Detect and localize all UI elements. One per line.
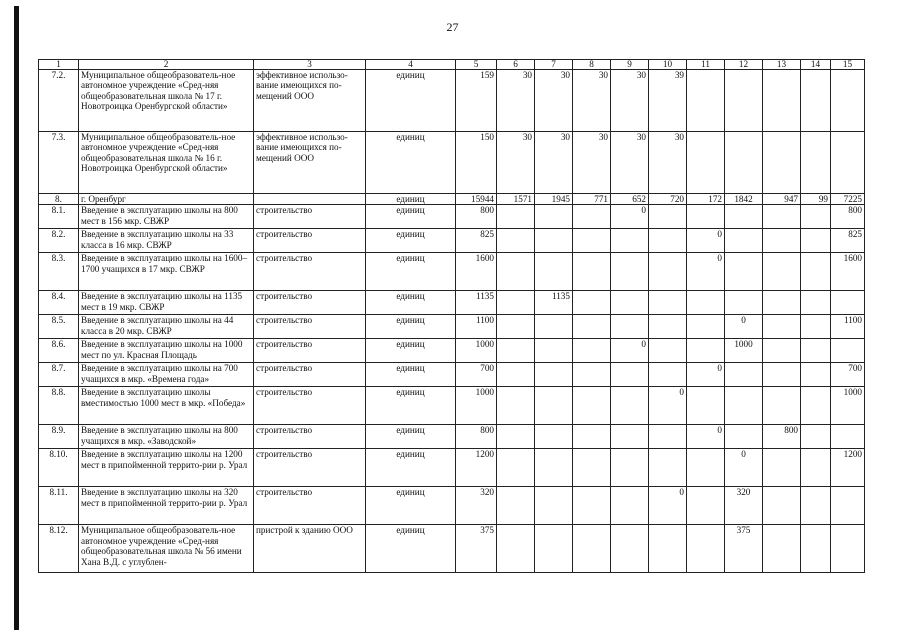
value-cell: 652 [611,194,649,205]
data-table [38,59,865,573]
column-header: 7 [535,60,573,70]
column-header: 10 [649,60,687,70]
value-cell [649,253,687,291]
table-row [39,387,865,425]
value-cell [535,363,573,387]
row-number: 8.6. [39,339,79,363]
row-unit: единиц [366,425,456,449]
value-cell: 1100 [456,315,497,339]
value-cell [801,315,831,339]
table-row [39,315,865,339]
value-cell [497,487,535,525]
table-row [39,194,865,205]
value-cell: 0 [687,253,725,291]
table-row [39,525,865,573]
row-type: строительство [254,387,366,425]
value-cell [497,449,535,487]
value-cell: 1200 [456,449,497,487]
row-number: 8.5. [39,315,79,339]
value-cell: 1000 [456,339,497,363]
column-header: 2 [79,60,254,70]
value-cell [763,387,801,425]
table-row [39,339,865,363]
value-cell [611,253,649,291]
value-cell [687,387,725,425]
row-unit: единиц [366,70,456,132]
value-cell [801,387,831,425]
value-cell: 1000 [725,339,763,363]
table-row [39,132,865,194]
value-cell: 159 [456,70,497,132]
row-unit: единиц [366,229,456,253]
column-header: 1 [39,60,79,70]
column-header: 14 [801,60,831,70]
value-cell [687,315,725,339]
value-cell: 0 [611,205,649,229]
table-row [39,70,865,132]
value-cell: 39 [649,70,687,132]
value-cell: 1200 [831,449,865,487]
table-row [39,253,865,291]
row-number: 7.2. [39,70,79,132]
value-cell [801,253,831,291]
value-cell [687,132,725,194]
row-number: 8.3. [39,253,79,291]
value-cell [573,291,611,315]
column-header: 15 [831,60,865,70]
value-cell [763,487,801,525]
column-header: 8 [573,60,611,70]
value-cell: 700 [456,363,497,387]
value-cell: 800 [456,425,497,449]
row-name: Муниципальное общеобразователь-ное автономное учреждение «Сред-няя общеобразовательная школа № 16 г. Новотроицка Оренбургской области» [79,132,254,194]
row-number: 8.2. [39,229,79,253]
row-unit: единиц [366,291,456,315]
table-row [39,449,865,487]
value-cell [831,425,865,449]
table-row [39,229,865,253]
value-cell: 150 [456,132,497,194]
value-cell: 800 [456,205,497,229]
value-cell [535,339,573,363]
value-cell [801,291,831,315]
value-cell: 1600 [831,253,865,291]
value-cell [611,449,649,487]
value-cell [573,449,611,487]
row-type [254,194,366,205]
value-cell [763,525,801,573]
value-cell [763,205,801,229]
value-cell [497,525,535,573]
value-cell: 0 [687,363,725,387]
value-cell [725,291,763,315]
value-cell [535,253,573,291]
value-cell [497,229,535,253]
row-name: Введение в эксплуатацию школы на 700 учащихся в мкр. «Времена года» [79,363,254,387]
row-unit: единиц [366,132,456,194]
row-number: 8.4. [39,291,79,315]
value-cell [763,70,801,132]
row-name: Муниципальное общеобразователь-ное автономное учреждение «Сред-няя общеобразовательная школа № 17 г. Новотроицка Оренбургской области» [79,70,254,132]
value-cell: 30 [497,132,535,194]
row-name: Введение в эксплуатацию школы на 1135 мест в 19 мкр. СВЖР [79,291,254,315]
row-type: строительство [254,253,366,291]
value-cell [831,70,865,132]
value-cell: 720 [649,194,687,205]
value-cell: 0 [725,315,763,339]
value-cell [763,315,801,339]
row-number: 8.9. [39,425,79,449]
column-header: 3 [254,60,366,70]
value-cell [573,487,611,525]
value-cell [649,363,687,387]
value-cell [763,291,801,315]
value-cell [535,387,573,425]
value-cell: 0 [649,387,687,425]
row-unit: единиц [366,449,456,487]
value-cell [687,70,725,132]
value-cell: 0 [649,487,687,525]
value-cell: 800 [763,425,801,449]
value-cell [725,387,763,425]
value-cell: 375 [725,525,763,573]
value-cell: 0 [687,229,725,253]
value-cell [687,339,725,363]
row-type: строительство [254,339,366,363]
row-unit: единиц [366,387,456,425]
value-cell [497,387,535,425]
value-cell: 1000 [831,387,865,425]
row-name: Введение в эксплуатацию школы на 320 мест в припойменной террито-рии р. Урал [79,487,254,525]
column-header: 11 [687,60,725,70]
value-cell: 771 [573,194,611,205]
value-cell [649,525,687,573]
value-cell [687,449,725,487]
value-cell [831,132,865,194]
value-cell [535,449,573,487]
value-cell [649,291,687,315]
value-cell [763,229,801,253]
value-cell [611,487,649,525]
value-cell: 1945 [535,194,573,205]
value-cell: 0 [725,449,763,487]
header-row [39,60,865,70]
row-number: 8.1. [39,205,79,229]
value-cell [535,487,573,525]
value-cell [497,339,535,363]
row-type: строительство [254,449,366,487]
value-cell [649,205,687,229]
value-cell [497,315,535,339]
value-cell: 0 [687,425,725,449]
value-cell [573,229,611,253]
value-cell [649,449,687,487]
value-cell [725,253,763,291]
value-cell [535,525,573,573]
row-name: Введение в эксплуатацию школы на 1200 мест в припойменной террито-рии р. Урал [79,449,254,487]
value-cell [831,487,865,525]
row-name: Введение в эксплуатацию школы на 800 мест в 156 мкр. СВЖР [79,205,254,229]
value-cell [801,425,831,449]
value-cell: 375 [456,525,497,573]
value-cell [801,205,831,229]
value-cell [725,363,763,387]
value-cell: 1100 [831,315,865,339]
value-cell [611,525,649,573]
value-cell [535,425,573,449]
value-cell [725,425,763,449]
column-header: 5 [456,60,497,70]
value-cell: 30 [611,132,649,194]
value-cell [801,229,831,253]
row-unit: единиц [366,205,456,229]
row-unit: единиц [366,363,456,387]
row-name: Введение в эксплуатацию школы на 44 класса в 20 мкр. СВЖР [79,315,254,339]
value-cell [535,205,573,229]
value-cell [649,229,687,253]
value-cell [725,205,763,229]
column-header: 4 [366,60,456,70]
value-cell [801,363,831,387]
value-cell: 320 [456,487,497,525]
value-cell [831,339,865,363]
value-cell: 30 [573,70,611,132]
value-cell [763,339,801,363]
value-cell [801,487,831,525]
value-cell: 825 [831,229,865,253]
value-cell [611,425,649,449]
value-cell [801,132,831,194]
value-cell: 30 [497,70,535,132]
value-cell [763,449,801,487]
row-name: Введение в эксплуатацию школы на 800 учащихся в мкр. «Заводской» [79,425,254,449]
value-cell: 1000 [456,387,497,425]
value-cell [831,291,865,315]
row-unit: единиц [366,487,456,525]
column-header: 6 [497,60,535,70]
value-cell: 1600 [456,253,497,291]
row-type: строительство [254,291,366,315]
value-cell [573,363,611,387]
value-cell [497,363,535,387]
value-cell [573,315,611,339]
column-header: 9 [611,60,649,70]
row-type: строительство [254,205,366,229]
value-cell [573,425,611,449]
value-cell [611,229,649,253]
column-header: 13 [763,60,801,70]
row-name: Введение в эксплуатацию школы вместимостью 1000 мест в мкр. «Победа» [79,387,254,425]
row-type: пристрой к зданию ООО [254,525,366,573]
table-row [39,291,865,315]
row-number: 8.12. [39,525,79,573]
column-header: 12 [725,60,763,70]
table-row [39,205,865,229]
table-row [39,425,865,449]
value-cell [497,205,535,229]
value-cell [801,339,831,363]
value-cell [725,229,763,253]
row-number: 7.3. [39,132,79,194]
value-cell [725,132,763,194]
row-number: 8.10. [39,449,79,487]
value-cell: 320 [725,487,763,525]
value-cell: 947 [763,194,801,205]
row-type: строительство [254,363,366,387]
row-number: 8.11. [39,487,79,525]
row-type: строительство [254,315,366,339]
value-cell [611,363,649,387]
binding-margin-bar [14,6,19,630]
value-cell [763,253,801,291]
value-cell: 172 [687,194,725,205]
row-type: строительство [254,425,366,449]
value-cell [687,525,725,573]
value-cell [687,487,725,525]
value-cell [535,315,573,339]
value-cell [649,315,687,339]
row-unit: единиц [366,194,456,205]
value-cell: 800 [831,205,865,229]
row-unit: единиц [366,525,456,573]
row-unit: единиц [366,253,456,291]
value-cell [611,387,649,425]
value-cell: 30 [535,132,573,194]
row-type: строительство [254,229,366,253]
value-cell [611,291,649,315]
row-name: г. Оренбург [79,194,254,205]
value-cell [497,425,535,449]
value-cell: 1135 [456,291,497,315]
value-cell [573,339,611,363]
value-cell: 30 [611,70,649,132]
value-cell [497,291,535,315]
value-cell [573,525,611,573]
table-row [39,487,865,525]
row-name: Введение в эксплуатацию школы на 1600–1700 учащихся в 17 мкр. СВЖР [79,253,254,291]
value-cell: 30 [535,70,573,132]
row-number: 8.8. [39,387,79,425]
value-cell [763,132,801,194]
value-cell [611,315,649,339]
value-cell [687,205,725,229]
value-cell [801,525,831,573]
value-cell: 99 [801,194,831,205]
value-cell [801,449,831,487]
value-cell [573,253,611,291]
value-cell [649,425,687,449]
value-cell: 1135 [535,291,573,315]
row-type: строительство [254,487,366,525]
value-cell [649,339,687,363]
value-cell [497,253,535,291]
row-number: 8.7. [39,363,79,387]
row-type: эффективное использо-вание имеющихся по-мещений ООО [254,70,366,132]
value-cell: 0 [611,339,649,363]
value-cell: 700 [831,363,865,387]
value-cell [535,229,573,253]
value-cell [801,70,831,132]
row-unit: единиц [366,339,456,363]
value-cell [831,525,865,573]
row-name: Введение в эксплуатацию школы на 1000 мест по ул. Красная Площадь [79,339,254,363]
row-number: 8. [39,194,79,205]
table-row [39,363,865,387]
value-cell [573,205,611,229]
value-cell: 15944 [456,194,497,205]
value-cell [725,70,763,132]
value-cell: 1842 [725,194,763,205]
row-type: эффективное использо-вание имеющихся по-мещений ООО [254,132,366,194]
row-name: Муниципальное общеобразователь-ное автономное учреждение «Сред-няя общеобразовательная школа № 56 имени Хана В.Д. с углублен- [79,525,254,573]
page-number: 27 [446,20,459,34]
row-name: Введение в эксплуатацию школы на 33 класса в 16 мкр. СВЖР [79,229,254,253]
value-cell: 825 [456,229,497,253]
value-cell [687,291,725,315]
value-cell: 1571 [497,194,535,205]
value-cell: 30 [649,132,687,194]
value-cell: 7225 [831,194,865,205]
value-cell [763,363,801,387]
row-unit: единиц [366,315,456,339]
value-cell: 30 [573,132,611,194]
value-cell [573,387,611,425]
